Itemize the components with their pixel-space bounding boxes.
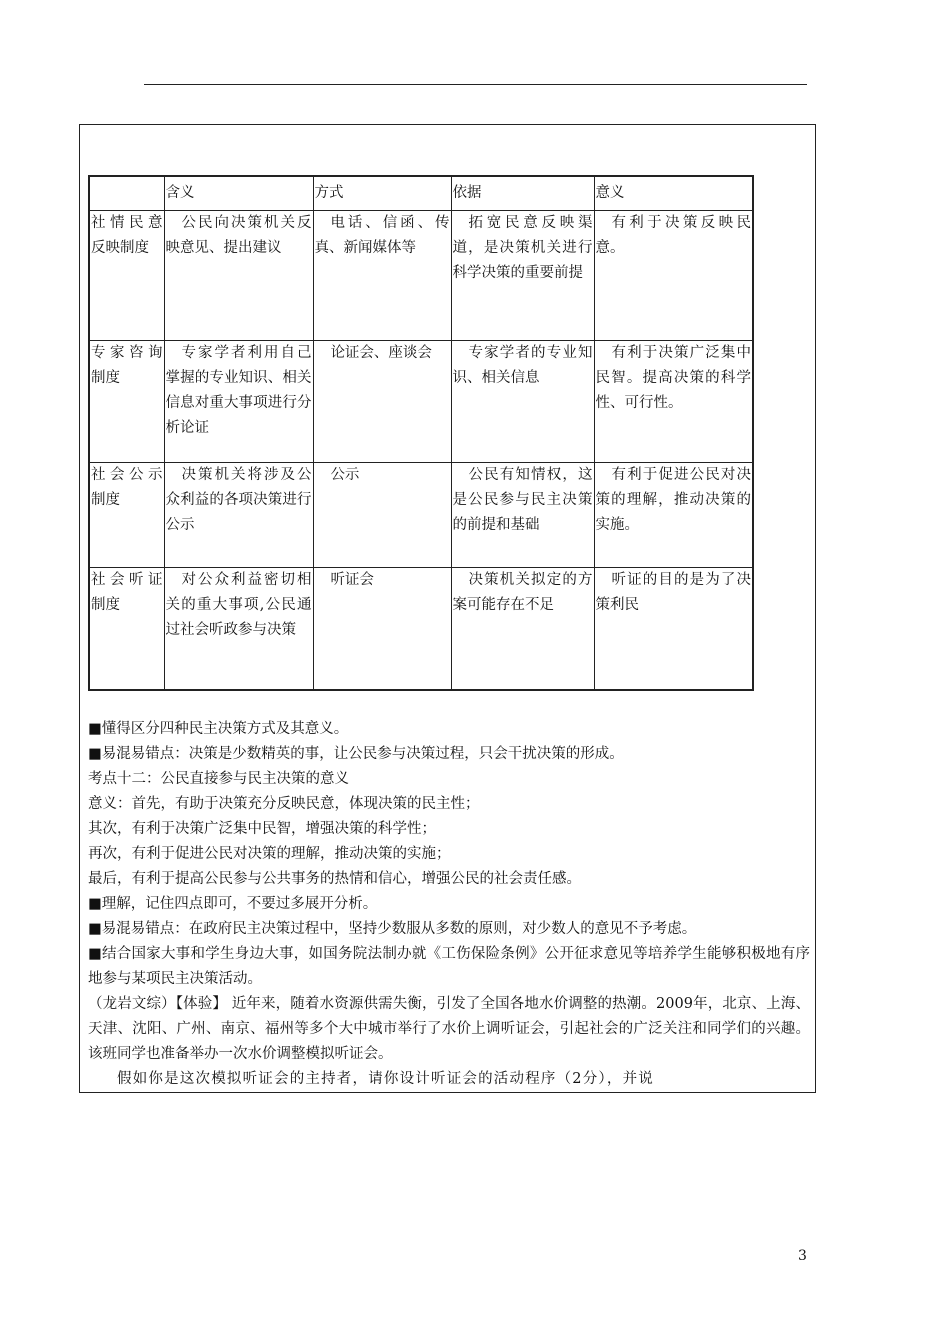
header-cell-significance: 意义 [594, 176, 753, 211]
row-name: 社会公示制度 [89, 463, 164, 568]
bullet-combine: ■结合国家大事和学生身边大事，如国务院法制办就《工伤保险条例》公开征求意见等培养学生能够积极地有序地参与某项民主决策活动。 [88, 946, 810, 987]
header-rule [144, 84, 807, 85]
bullet-understand: ■理解，记住四点即可，不要过多展开分析。 [88, 896, 378, 912]
row-meaning: 公民向决策机关反映意见、提出建议 [164, 211, 313, 341]
row-significance: 有利于决策反映民意。 [594, 211, 753, 341]
row-significance: 听证的目的是为了决策利民 [594, 568, 753, 691]
header-cell-empty [89, 176, 164, 211]
row-basis: 拓宽民意反映渠道，是决策机关进行科学决策的重要前提 [451, 211, 594, 341]
row-basis: 公民有知情权，这是公民参与民主决策的前提和基础 [451, 463, 594, 568]
row-name: 专家咨询制度 [89, 341, 164, 463]
body-text [88, 717, 810, 1092]
row-meaning: 对公众利益密切相关的重大事项,公民通过社会听政参与决策 [164, 568, 313, 691]
header-cell-basis: 依据 [451, 176, 594, 211]
row-meaning: 专家学者利用自己掌握的专业知识、相关信息对重大事项进行分析论证 [164, 341, 313, 463]
bullet-misconception-2: ■易混易错点：在政府民主决策过程中，坚持少数服从多数的原则，对少数人的意见不予考虑。 [88, 921, 697, 937]
significance-line-3: 再次，有利于促进公民对决策的理解，推动决策的实施； [88, 846, 451, 862]
row-basis: 专家学者的专业知识、相关信息 [451, 341, 594, 463]
header-cell-method: 方式 [313, 176, 451, 211]
row-method: 论证会、座谈会 [313, 341, 451, 463]
row-basis: 决策机关拟定的方案可能存在不足 [451, 568, 594, 691]
row-name: 社会听证制度 [89, 568, 164, 691]
table-row [89, 341, 753, 463]
bullet-misconception-1: ■易混易错点：决策是少数精英的事，让公民参与决策过程，只会干扰决策的形成。 [88, 746, 624, 762]
section-heading: 考点十二：公民直接参与民主决策的意义 [88, 771, 349, 787]
page-number: 3 [798, 1248, 807, 1264]
table-header-row [89, 176, 753, 211]
row-method: 听证会 [313, 568, 451, 691]
row-meaning: 决策机关将涉及公众利益的各项决策进行公示 [164, 463, 313, 568]
row-name: 社情民意反映制度 [89, 211, 164, 341]
table-row [89, 568, 753, 691]
significance-line-2: 其次，有利于决策广泛集中民智，增强决策的科学性； [88, 821, 436, 837]
row-significance: 有利于决策广泛集中民智。提高决策的科学性、可行性。 [594, 341, 753, 463]
row-method: 电话、信函、传真、新闻媒体等 [313, 211, 451, 341]
significance-line-1: 意义：首先，有助于决策充分反映民意，体现决策的民主性； [88, 796, 480, 812]
bullet-distinguish: ■懂得区分四种民主决策方式及其意义。 [88, 721, 349, 737]
experience-paragraph: （龙岩文综）【体验】 近年来，随着水资源供需失衡，引发了全国各地水价调整的热潮。2009年，北京、上海、天津、沈阳、广州、南京、福州等多个大中城市举行了水价上调听证会，引起社会的广泛关注和同学们的兴趣。该班同学也准备举办一次水价调整模拟听证会。 [88, 996, 810, 1062]
row-method: 公示 [313, 463, 451, 568]
table-row [89, 211, 753, 341]
table-row [89, 463, 753, 568]
question-line: 假如你是这次模拟听证会的主持者，请你设计听证会的活动程序（2分），并说 [117, 1071, 654, 1087]
row-significance: 有利于促进公民对决策的理解，推动决策的实施。 [594, 463, 753, 568]
decision-methods-table [88, 175, 754, 691]
header-cell-meaning: 含义 [164, 176, 313, 211]
significance-line-4: 最后，有利于提高公民参与公共事务的热情和信心，增强公民的社会责任感。 [88, 871, 581, 887]
